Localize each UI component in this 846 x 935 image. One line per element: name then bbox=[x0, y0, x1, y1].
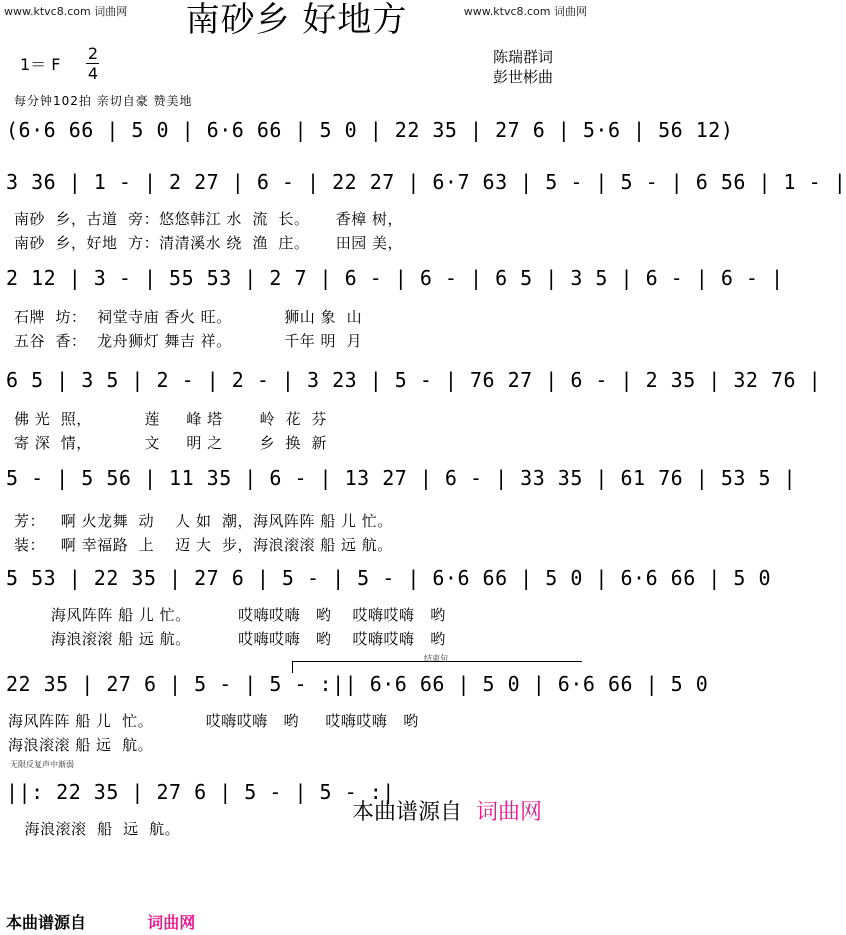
lyric-line-7-verse-1: 海风阵阵 船 儿 忙。 哎嗨哎嗨 哟 哎嗨哎嗨 哟 bbox=[8, 712, 419, 730]
lyric-line-8: 海浪滚滚 船 远 航。 bbox=[14, 820, 181, 838]
time-signature-bottom: 4 bbox=[87, 64, 99, 83]
lyric-line-2-verse-1: 南砂 乡，古道 旁：悠悠韩江 水 流 长。 香樟 树， bbox=[14, 210, 404, 228]
lyric-line-3-verse-2: 五谷 香： 龙舟狮灯 舞吉 祥。 千年 明 月 bbox=[14, 332, 363, 350]
notation-line-2: 3 36 | 1 - | 2 27 | 6 - | 22 27 | 6·7 63 | 5 - | 5 - | 6 56 | 1 - | bbox=[6, 170, 846, 194]
notation-line-6: 5 53 | 22 35 | 27 6 | 5 - | 5 - | 6·6 66 | 5 0 | 6·6 66 | 5 0 bbox=[6, 566, 772, 590]
lyricist-credit: 陈瑞群词 bbox=[492, 48, 553, 66]
watermark-right: www.ktvc8.com 词曲网 bbox=[463, 5, 587, 18]
lyric-line-6-verse-1: 海风阵阵 船 儿 忙。 哎嗨哎嗨 哟 哎嗨哎嗨 哟 bbox=[14, 606, 446, 624]
lyric-line-7-verse-2: 海浪滚滚 船 远 航。 bbox=[8, 736, 154, 754]
notation-line-1: (6·6 66 | 5 0 | 6·6 66 | 5 0 | 22 35 | 27 6 | 5·6 | 56 12) bbox=[6, 118, 734, 142]
lyric-line-4-verse-1: 佛 光 照， 莲 峰 塔 岭 花 芬 bbox=[14, 410, 328, 428]
notation-line-3: 2 12 | 3 - | 55 53 | 2 7 | 6 - | 6 - | 6 5 | 3 5 | 6 - | 6 - | bbox=[6, 266, 784, 290]
key-signature: 1＝ F bbox=[20, 55, 61, 74]
lyric-line-6-verse-2: 海浪滚滚 船 远 航。 哎嗨哎嗨 哟 哎嗨哎嗨 哟 bbox=[14, 630, 446, 648]
source-credit-middle bbox=[352, 795, 542, 826]
notation-line-5: 5 - | 5 56 | 11 35 | 6 - | 13 27 | 6 - | 33 35 | 61 76 | 53 5 | bbox=[6, 466, 797, 490]
fade-instruction: 无限反复声中渐弱 bbox=[10, 760, 74, 769]
notation-line-7: 22 35 | 27 6 | 5 - | 5 - :|| 6·6 66 | 5 0 | 6·6 66 | 5 0 bbox=[6, 672, 709, 696]
notation-line-4: 6 5 | 3 5 | 2 - | 2 - | 3 23 | 5 - | 76 27 | 6 - | 2 35 | 32 76 | bbox=[6, 368, 822, 392]
composer-credit: 彭世彬曲 bbox=[492, 68, 553, 86]
time-signature-top: 2 bbox=[87, 44, 99, 63]
source-prefix: 本曲谱源自 bbox=[6, 913, 87, 932]
tempo-marking: 每分钟102拍 亲切自豪 赞美地 bbox=[14, 94, 193, 108]
notation-line-8: ||: 22 35 | 27 6 | 5 - | 5 - :| bbox=[6, 780, 395, 804]
source-brand-link[interactable]: 词曲网 bbox=[147, 913, 196, 932]
lyric-line-5-verse-2: 装： 啊 幸福路 上 迈 大 步，海浪滚滚 船 远 航。 bbox=[14, 536, 393, 554]
lyric-line-2-verse-2: 南砂 乡，好地 方：清清溪水 绕 渔 庄。 田园 美， bbox=[14, 234, 404, 252]
song-title: 南砂乡 好地方 bbox=[185, 0, 408, 40]
lyric-line-4-verse-2: 寄 深 情， 文 明 之 乡 换 新 bbox=[14, 434, 328, 452]
lyric-line-5-verse-1: 芳： 啊 火龙舞 动 人 如 潮，海风阵阵 船 儿 忙。 bbox=[14, 512, 393, 530]
source-brand-link[interactable]: 词曲网 bbox=[476, 800, 543, 825]
watermark-left: www.ktvc8.com 词曲网 bbox=[4, 5, 128, 18]
source-credit-bottom bbox=[6, 910, 195, 933]
ending-label: 结束句 bbox=[424, 654, 448, 663]
lyric-line-3-verse-1: 石牌 坊： 祠堂寺庙 香火 旺。 狮山 象 山 bbox=[14, 308, 363, 326]
source-prefix: 本曲谱源自 bbox=[352, 800, 463, 825]
